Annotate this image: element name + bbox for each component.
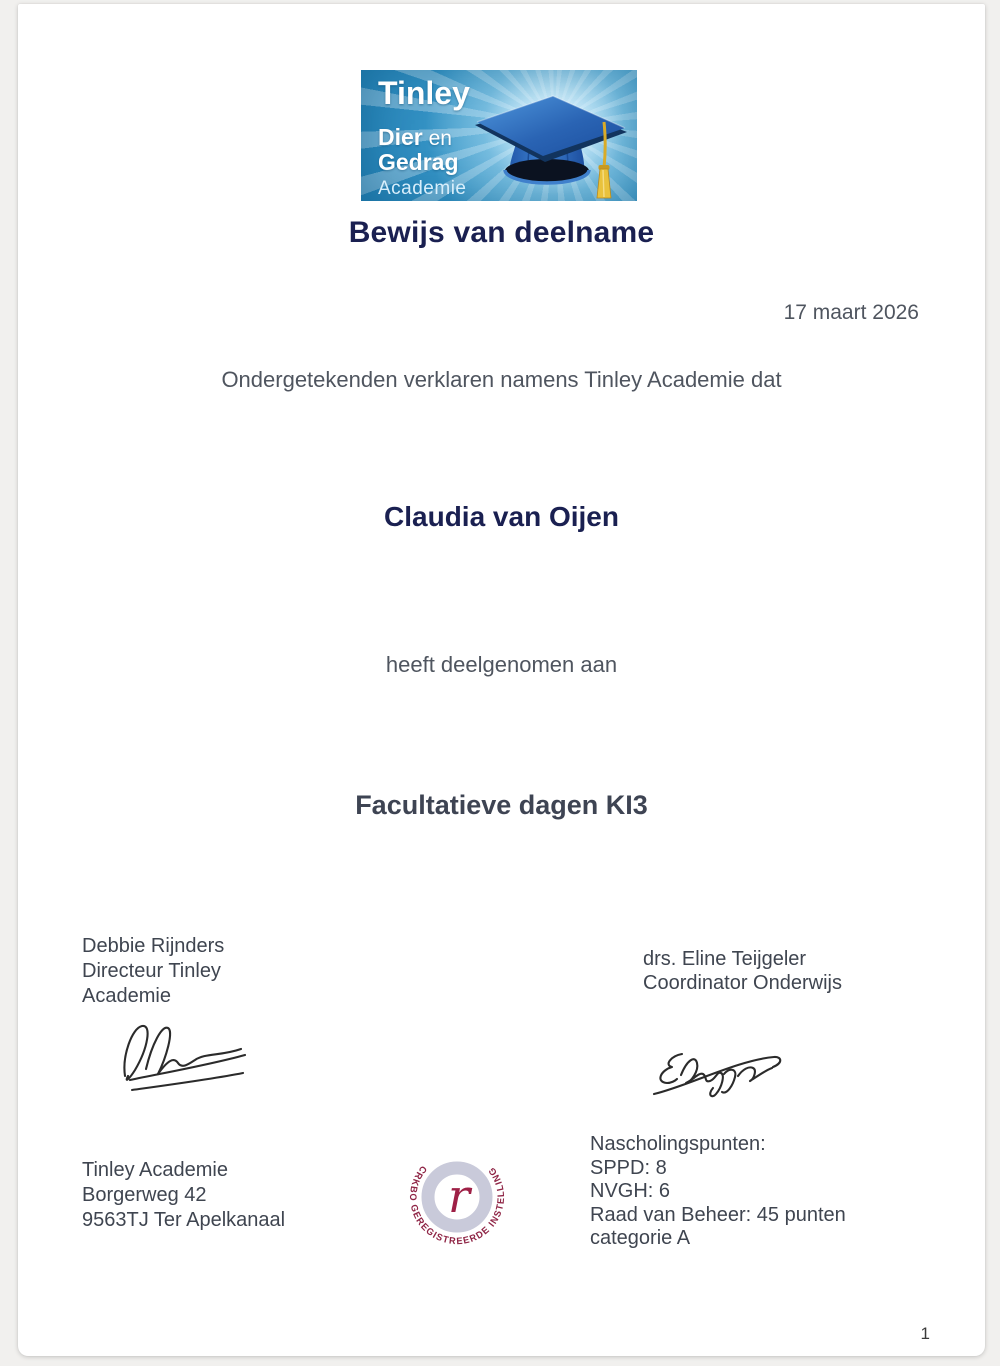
points-raad-van-beheer: Raad van Beheer: 45 punten xyxy=(590,1203,846,1226)
points-title: Nascholingspunten: xyxy=(590,1133,766,1155)
logo-line-gedrag: Gedrag xyxy=(378,149,459,175)
address-line-3: 9563TJ Ter Apelkanaal xyxy=(82,1209,286,1231)
points-categorie: categorie A xyxy=(590,1227,691,1249)
signatory-right-role: Coordinator Onderwijs xyxy=(643,972,842,994)
participant-name: Claudia van Oijen xyxy=(384,501,619,532)
certificate-title: Bewijs van deelname xyxy=(348,216,655,249)
certificate-page xyxy=(18,4,985,1356)
logo-text xyxy=(378,77,470,198)
declaration-text: Ondergetekenden verklaren namens Tinley Academie dat xyxy=(221,367,782,392)
address-line-2: Borgerweg 42 xyxy=(82,1184,207,1206)
logo-title: Tinley xyxy=(378,75,470,111)
accreditation-points xyxy=(590,1133,846,1251)
academy-address xyxy=(82,1158,285,1233)
points-nvgh: NVGH: 6 xyxy=(590,1180,671,1202)
certificate-date: 17 maart 2026 xyxy=(783,301,919,324)
crkbo-badge-ring-text: CRKBO GEREGISTREERDE INSTELLING xyxy=(406,1163,508,1248)
page-number: 1 xyxy=(920,1324,930,1343)
participation-text: heeft deelgenomen aan xyxy=(385,652,618,677)
signatory-left-role-2: Academie xyxy=(82,985,171,1007)
signature-debbie-rijnders xyxy=(113,1016,258,1094)
address-line-1: Tinley Academie xyxy=(82,1159,228,1181)
signatory-left xyxy=(82,934,224,1009)
crkbo-badge-icon xyxy=(392,1132,522,1262)
signatory-left-role-1: Directeur Tinley xyxy=(82,960,221,982)
signatory-right xyxy=(643,947,842,995)
crkbo-badge-letter: r xyxy=(448,1169,470,1223)
logo-line-academie: Academie xyxy=(378,178,467,199)
signatory-left-name: Debbie Rijnders xyxy=(82,935,225,957)
course-name: Facultatieve dagen KI3 xyxy=(355,790,648,820)
graduation-cap-icon xyxy=(457,70,637,201)
signatory-right-name: drs. Eline Teijgeler xyxy=(643,948,807,970)
signature-eline-teijgeler xyxy=(646,1038,791,1102)
logo-line-dier-en: Dier en xyxy=(378,124,452,150)
points-sppd: SPPD: 8 xyxy=(590,1156,667,1179)
tinley-academie-logo xyxy=(361,70,637,201)
